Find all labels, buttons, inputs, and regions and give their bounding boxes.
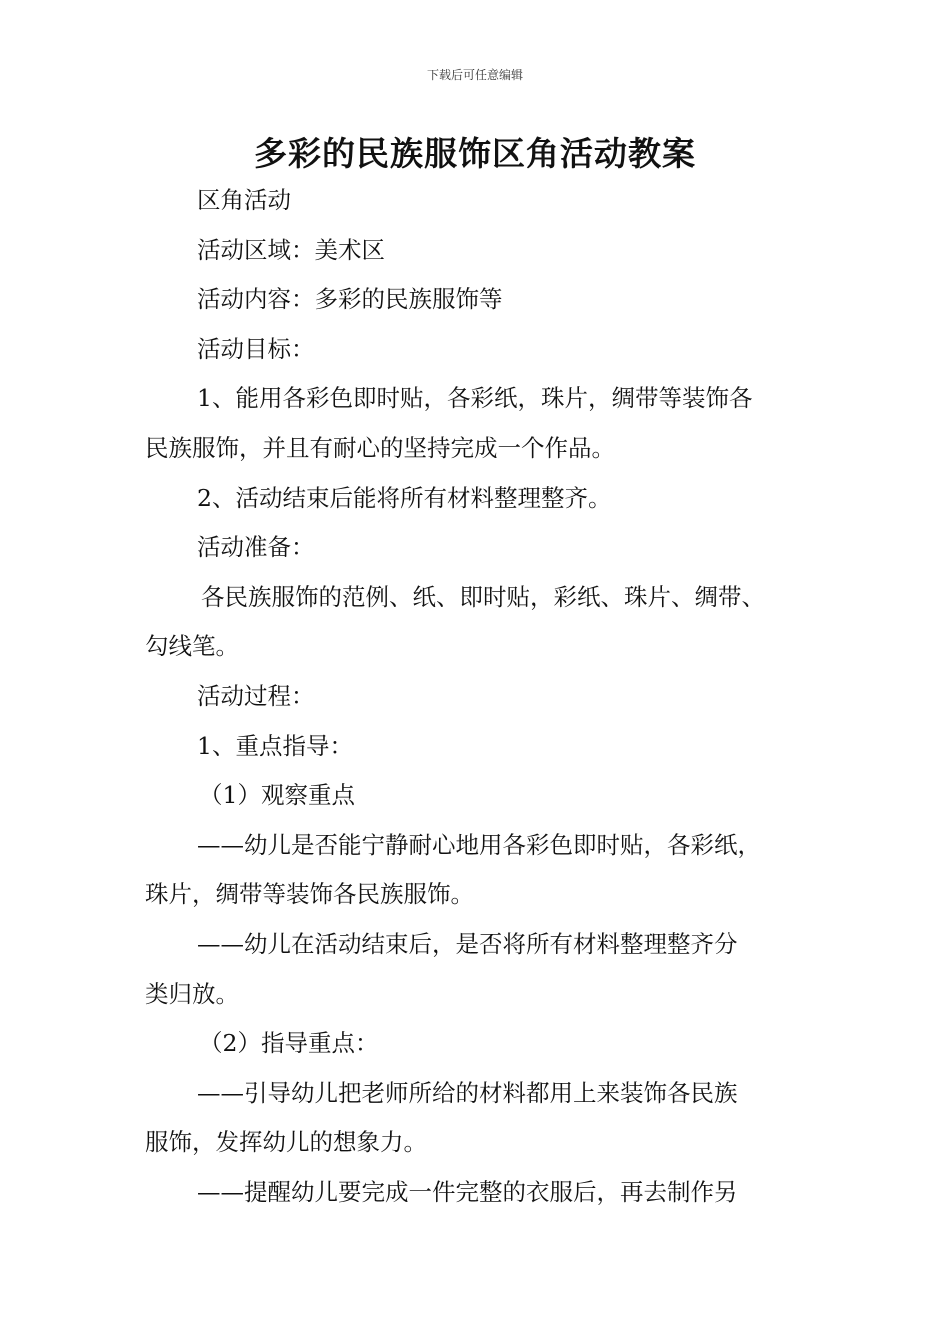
paragraph-line: 活动内容：多彩的民族服饰等 bbox=[197, 285, 503, 314]
document-body bbox=[145, 176, 825, 1217]
paragraph-line: 活动准备： bbox=[197, 533, 315, 562]
document-title: 多彩的民族服饰区角活动教案 bbox=[254, 134, 696, 173]
header-note: 下载后可任意编辑 bbox=[426, 68, 523, 82]
paragraph-line: 活动目标： bbox=[197, 334, 315, 363]
paragraph-line: 各民族服饰的范例、纸、即时贴，彩纸、珠片、绸带、 bbox=[201, 582, 765, 611]
paragraph-line: 珠片，绸带等装饰各民族服饰。 bbox=[145, 880, 474, 909]
paragraph-line: 服饰，发挥幼儿的想象力。 bbox=[145, 1128, 427, 1157]
paragraph-line: ——幼儿是否能宁静耐心地用各彩色即时贴，各彩纸， bbox=[197, 830, 761, 859]
paragraph-line: （2）指导重点： bbox=[199, 1029, 379, 1058]
paragraph-line: 活动过程： bbox=[197, 681, 315, 710]
paragraph-line: 1、能用各彩色即时贴，各彩纸，珠片，绸带等装饰各 bbox=[197, 384, 753, 413]
paragraph-line: 民族服饰，并且有耐心的坚持完成一个作品。 bbox=[145, 433, 615, 462]
paragraph-line: 勾线笔。 bbox=[145, 632, 239, 661]
paragraph-line: 活动区域：美术区 bbox=[197, 235, 385, 264]
paragraph-line: （1）观察重点 bbox=[199, 781, 355, 810]
paragraph-line: 1、重点指导： bbox=[197, 731, 353, 760]
paragraph-line: 区角活动 bbox=[197, 186, 291, 214]
paragraph-line: ——幼儿在活动结束后，是否将所有材料整理整齐分 bbox=[197, 929, 738, 958]
paragraph-line: 类归放。 bbox=[145, 979, 239, 1008]
paragraph-line: ——提醒幼儿要完成一件完整的衣服后，再去制作另 bbox=[197, 1177, 738, 1206]
paragraph-line: 2、活动结束后能将所有材料整理整齐。 bbox=[197, 483, 612, 512]
paragraph-line: ——引导幼儿把老师所给的材料都用上来装饰各民族 bbox=[197, 1078, 738, 1107]
